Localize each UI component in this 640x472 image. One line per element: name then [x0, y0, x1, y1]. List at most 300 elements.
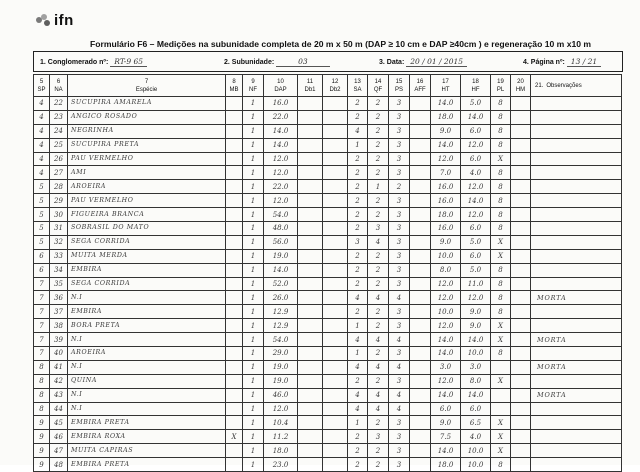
conglomerado-field — [40, 57, 147, 66]
cell-nf: 1 — [243, 388, 264, 402]
cell-hf: 9.0 — [461, 305, 491, 319]
cell-dap: 11.2 — [264, 430, 298, 444]
table-row — [34, 124, 622, 138]
cell-sp: 8 — [34, 402, 50, 416]
cell-na: 24 — [50, 124, 68, 138]
cell-especie: EMBIRA — [68, 263, 226, 277]
cell-na: 26 — [50, 152, 68, 166]
cell-qf: 2 — [368, 110, 389, 124]
cell-na: 40 — [50, 347, 68, 361]
cell-db1 — [298, 180, 323, 194]
cell-db1 — [298, 97, 323, 111]
cell-sa: 2 — [348, 110, 368, 124]
cell-mb: X — [226, 430, 243, 444]
cell-sp: 9 — [34, 416, 50, 430]
cell-aff — [410, 194, 431, 208]
cell-ps: 3 — [389, 124, 410, 138]
cell-sa: 2 — [348, 194, 368, 208]
cell-ht: 14.0 — [431, 333, 461, 347]
cell-mb — [226, 110, 243, 124]
cell-ps: 3 — [389, 138, 410, 152]
cell-hf: 12.0 — [461, 138, 491, 152]
column-label: AFF — [414, 86, 426, 93]
cell-mb — [226, 444, 243, 458]
cell-obs — [531, 374, 622, 388]
cell-ps: 3 — [389, 249, 410, 263]
column-number: 13 — [354, 78, 361, 85]
cell-nf: 1 — [243, 166, 264, 180]
column-label: PL — [496, 86, 505, 93]
cell-ht: 16.0 — [431, 194, 461, 208]
cell-aff — [410, 235, 431, 249]
cell-mb — [226, 277, 243, 291]
cell-sp: 9 — [34, 430, 50, 444]
column-header-pl — [491, 75, 511, 97]
cell-mb — [226, 402, 243, 416]
cell-aff — [410, 416, 431, 430]
column-header-especie — [68, 75, 226, 97]
cell-qf: 4 — [368, 333, 389, 347]
cell-sp: 8 — [34, 388, 50, 402]
cell-obs — [531, 263, 622, 277]
cell-sp: 7 — [34, 319, 50, 333]
column-header-ps — [389, 75, 410, 97]
cell-aff — [410, 402, 431, 416]
cell-nf: 1 — [243, 249, 264, 263]
cell-sp: 7 — [34, 347, 50, 361]
cell-sp: 4 — [34, 166, 50, 180]
cell-aff — [410, 374, 431, 388]
measurements-table — [33, 74, 622, 472]
cell-ps: 3 — [389, 458, 410, 472]
pagina-field — [523, 57, 601, 66]
cell-pl: X — [491, 235, 511, 249]
cell-hm — [511, 110, 531, 124]
cell-na: 39 — [50, 333, 68, 347]
cell-aff — [410, 97, 431, 111]
cell-mb — [226, 166, 243, 180]
cell-nf: 1 — [243, 194, 264, 208]
cell-obs — [531, 235, 622, 249]
cell-obs — [531, 222, 622, 236]
column-header-aff — [410, 75, 431, 97]
cell-hf: 10.0 — [461, 347, 491, 361]
cell-sa: 2 — [348, 166, 368, 180]
cell-sa: 2 — [348, 444, 368, 458]
column-label: Db2 — [329, 86, 341, 93]
cell-aff — [410, 291, 431, 305]
cell-db2 — [323, 347, 348, 361]
cell-dap: 12.0 — [264, 402, 298, 416]
cell-especie: AROEIRA — [68, 347, 226, 361]
column-label: HF — [471, 86, 480, 93]
cell-db1 — [298, 194, 323, 208]
cell-db1 — [298, 124, 323, 138]
column-header-sa — [348, 75, 368, 97]
cell-hf: 11.0 — [461, 277, 491, 291]
cell-sa: 1 — [348, 138, 368, 152]
cell-sp: 4 — [34, 110, 50, 124]
column-label: SA — [353, 86, 362, 93]
cell-aff — [410, 333, 431, 347]
cell-especie: PAU VERMELHO — [68, 194, 226, 208]
cell-db1 — [298, 305, 323, 319]
cell-hm — [511, 180, 531, 194]
cell-ps: 4 — [389, 388, 410, 402]
cell-db1 — [298, 152, 323, 166]
cell-ht: 7.5 — [431, 430, 461, 444]
cell-hm — [511, 222, 531, 236]
cell-mb — [226, 360, 243, 374]
cell-aff — [410, 138, 431, 152]
cell-qf: 2 — [368, 249, 389, 263]
cell-dap: 12.0 — [264, 152, 298, 166]
cell-mb — [226, 319, 243, 333]
cell-dap: 12.9 — [264, 319, 298, 333]
cell-nf: 1 — [243, 110, 264, 124]
cell-obs — [531, 347, 622, 361]
cell-nf: 1 — [243, 402, 264, 416]
cell-ps: 3 — [389, 194, 410, 208]
column-number: 20 — [517, 78, 524, 85]
data-field — [379, 57, 467, 66]
cell-db2 — [323, 319, 348, 333]
table-row — [34, 402, 622, 416]
cell-pl: 8 — [491, 458, 511, 472]
cell-aff — [410, 208, 431, 222]
cell-hf: 9.0 — [461, 319, 491, 333]
cell-sp: 5 — [34, 222, 50, 236]
cell-qf: 2 — [368, 97, 389, 111]
cell-mb — [226, 235, 243, 249]
cell-db1 — [298, 444, 323, 458]
subunidade-label: 2. Subunidade: — [224, 59, 275, 66]
table-header-row — [34, 75, 622, 97]
cell-hm — [511, 249, 531, 263]
cell-pl: 8 — [491, 124, 511, 138]
cell-mb — [226, 97, 243, 111]
table-row — [34, 263, 622, 277]
cell-obs — [531, 402, 622, 416]
cell-qf: 2 — [368, 347, 389, 361]
cell-db2 — [323, 194, 348, 208]
cell-obs — [531, 277, 622, 291]
cell-db1 — [298, 138, 323, 152]
cell-dap: 29.0 — [264, 347, 298, 361]
column-header-hm — [511, 75, 531, 97]
cell-especie: QUINA — [68, 374, 226, 388]
column-number: 12 — [331, 78, 339, 85]
cell-db2 — [323, 305, 348, 319]
cell-hf: 8.0 — [461, 374, 491, 388]
cell-sa: 2 — [348, 458, 368, 472]
cell-qf: 2 — [368, 166, 389, 180]
column-label: NA — [54, 86, 63, 93]
cell-sa: 2 — [348, 97, 368, 111]
cell-na: 47 — [50, 444, 68, 458]
cell-especie: SEGA CORRIDA — [68, 277, 226, 291]
table-row — [34, 416, 622, 430]
cell-obs: MORTA — [531, 333, 622, 347]
cell-nf: 1 — [243, 360, 264, 374]
cell-pl — [491, 388, 511, 402]
cell-sa: 2 — [348, 374, 368, 388]
cell-sp: 7 — [34, 277, 50, 291]
column-number: 19 — [497, 78, 504, 85]
cell-sa: 4 — [348, 360, 368, 374]
column-header-db2 — [323, 75, 348, 97]
cell-ht: 16.0 — [431, 180, 461, 194]
column-label: Espécie — [135, 86, 158, 93]
cell-sp: 6 — [34, 249, 50, 263]
table-row — [34, 319, 622, 333]
column-header-na — [50, 75, 68, 97]
cell-na: 44 — [50, 402, 68, 416]
cell-ht: 18.0 — [431, 208, 461, 222]
cell-aff — [410, 166, 431, 180]
cell-hf: 10.0 — [461, 458, 491, 472]
cell-sa: 2 — [348, 222, 368, 236]
cell-ht: 18.0 — [431, 110, 461, 124]
cell-dap: 56.0 — [264, 235, 298, 249]
cell-qf: 4 — [368, 291, 389, 305]
cell-sp: 5 — [34, 194, 50, 208]
table-row — [34, 305, 622, 319]
cell-aff — [410, 124, 431, 138]
cell-hf: 12.0 — [461, 180, 491, 194]
ifn-logo — [36, 12, 74, 29]
cell-db2 — [323, 388, 348, 402]
table-row — [34, 347, 622, 361]
cell-qf: 2 — [368, 416, 389, 430]
cell-ht: 9.0 — [431, 124, 461, 138]
cell-hf: 14.0 — [461, 333, 491, 347]
cell-especie: NEGRINHA — [68, 124, 226, 138]
cell-db2 — [323, 152, 348, 166]
column-header-sp — [34, 75, 50, 97]
cell-mb — [226, 249, 243, 263]
cell-db2 — [323, 180, 348, 194]
cell-hf: 3.0 — [461, 360, 491, 374]
cell-hm — [511, 194, 531, 208]
cell-pl: 8 — [491, 347, 511, 361]
cell-pl: X — [491, 416, 511, 430]
column-label: MB — [229, 86, 239, 93]
cell-na: 43 — [50, 388, 68, 402]
cell-aff — [410, 444, 431, 458]
column-number: 15 — [395, 78, 403, 85]
cell-na: 30 — [50, 208, 68, 222]
table-row — [34, 152, 622, 166]
cell-hf: 4.0 — [461, 166, 491, 180]
table-row — [34, 444, 622, 458]
cell-hf: 6.0 — [461, 402, 491, 416]
column-number: 7 — [144, 78, 149, 85]
cell-pl: X — [491, 249, 511, 263]
cell-na: 27 — [50, 166, 68, 180]
cell-dap: 14.0 — [264, 263, 298, 277]
column-header-mb — [226, 75, 243, 97]
cell-sp: 6 — [34, 263, 50, 277]
cell-db2 — [323, 374, 348, 388]
cell-pl: X — [491, 374, 511, 388]
cell-obs — [531, 319, 622, 333]
table-row — [34, 277, 622, 291]
cell-qf: 2 — [368, 305, 389, 319]
cell-ht: 10.0 — [431, 249, 461, 263]
cell-db2 — [323, 444, 348, 458]
cell-hm — [511, 360, 531, 374]
cell-obs — [531, 249, 622, 263]
cell-hm — [511, 208, 531, 222]
cell-qf: 2 — [368, 263, 389, 277]
cell-db2 — [323, 235, 348, 249]
cell-na: 41 — [50, 360, 68, 374]
cell-pl: 8 — [491, 305, 511, 319]
cell-ps: 2 — [389, 180, 410, 194]
cell-obs: MORTA — [531, 291, 622, 305]
cell-hm — [511, 124, 531, 138]
cell-mb — [226, 152, 243, 166]
cell-ps: 3 — [389, 263, 410, 277]
cell-dap: 14.0 — [264, 138, 298, 152]
cell-pl: X — [491, 430, 511, 444]
table-row — [34, 333, 622, 347]
cell-mb — [226, 263, 243, 277]
cell-na: 37 — [50, 305, 68, 319]
cell-aff — [410, 388, 431, 402]
cell-dap: 48.0 — [264, 222, 298, 236]
table-row — [34, 208, 622, 222]
cell-hm — [511, 347, 531, 361]
cell-nf: 1 — [243, 138, 264, 152]
column-label: NF — [249, 86, 257, 93]
column-header-hf — [461, 75, 491, 97]
conglomerado-value: RT-9 65 — [110, 57, 147, 67]
cell-sa: 3 — [348, 235, 368, 249]
cell-db1 — [298, 319, 323, 333]
logo-dots-icon — [36, 14, 52, 26]
cell-db1 — [298, 430, 323, 444]
cell-sa: 2 — [348, 152, 368, 166]
cell-na: 42 — [50, 374, 68, 388]
cell-sp: 4 — [34, 97, 50, 111]
cell-qf: 2 — [368, 194, 389, 208]
cell-obs — [531, 152, 622, 166]
cell-obs — [531, 416, 622, 430]
cell-ht: 14.0 — [431, 97, 461, 111]
cell-pl: 8 — [491, 263, 511, 277]
column-label: QF — [373, 86, 383, 93]
cell-dap: 12.0 — [264, 194, 298, 208]
cell-qf: 2 — [368, 277, 389, 291]
cell-hf: 6.0 — [461, 222, 491, 236]
cell-obs — [531, 110, 622, 124]
cell-pl: 8 — [491, 222, 511, 236]
cell-sa: 2 — [348, 208, 368, 222]
cell-db2 — [323, 97, 348, 111]
cell-ht: 16.0 — [431, 222, 461, 236]
cell-obs — [531, 97, 622, 111]
cell-hf: 14.0 — [461, 110, 491, 124]
cell-hf: 5.0 — [461, 235, 491, 249]
cell-aff — [410, 277, 431, 291]
cell-db1 — [298, 333, 323, 347]
cell-qf: 3 — [368, 430, 389, 444]
cell-especie: FIGUEIRA BRANCA — [68, 208, 226, 222]
cell-dap: 54.0 — [264, 208, 298, 222]
cell-db2 — [323, 222, 348, 236]
form-header — [33, 51, 623, 72]
table-row — [34, 180, 622, 194]
column-header-db1 — [298, 75, 323, 97]
column-number: 11 — [306, 78, 314, 85]
cell-db2 — [323, 360, 348, 374]
cell-dap: 46.0 — [264, 388, 298, 402]
cell-obs — [531, 430, 622, 444]
cell-sp: 4 — [34, 124, 50, 138]
cell-sa: 2 — [348, 249, 368, 263]
cell-pl: X — [491, 444, 511, 458]
cell-pl: X — [491, 152, 511, 166]
cell-pl: 8 — [491, 277, 511, 291]
cell-nf: 1 — [243, 291, 264, 305]
cell-db1 — [298, 249, 323, 263]
column-number: 18 — [472, 78, 479, 85]
cell-nf: 1 — [243, 305, 264, 319]
cell-dap: 23.0 — [264, 458, 298, 472]
cell-ht: 12.0 — [431, 319, 461, 333]
cell-dap: 22.0 — [264, 180, 298, 194]
cell-na: 29 — [50, 194, 68, 208]
cell-sp: 5 — [34, 235, 50, 249]
column-header-dap — [264, 75, 298, 97]
conglomerado-label: 1. Conglomerado nº: — [40, 59, 109, 66]
cell-db1 — [298, 291, 323, 305]
cell-hm — [511, 263, 531, 277]
cell-db2 — [323, 249, 348, 263]
cell-ht: 7.0 — [431, 166, 461, 180]
cell-ps: 3 — [389, 430, 410, 444]
cell-hm — [511, 388, 531, 402]
cell-especie: EMBIRA ROXA — [68, 430, 226, 444]
cell-na: 45 — [50, 416, 68, 430]
pagina-label: 4. Página nº: — [523, 59, 565, 66]
cell-nf: 1 — [243, 208, 264, 222]
cell-qf: 2 — [368, 458, 389, 472]
cell-qf: 2 — [368, 374, 389, 388]
cell-nf: 1 — [243, 124, 264, 138]
cell-ps: 3 — [389, 166, 410, 180]
cell-ps: 4 — [389, 360, 410, 374]
cell-sp: 7 — [34, 333, 50, 347]
cell-pl: 8 — [491, 194, 511, 208]
cell-pl: X — [491, 333, 511, 347]
cell-nf: 1 — [243, 222, 264, 236]
subunidade-value: 03 — [276, 57, 330, 67]
cell-especie: N.I — [68, 402, 226, 416]
cell-sa: 2 — [348, 277, 368, 291]
cell-sa: 2 — [348, 263, 368, 277]
cell-pl: 8 — [491, 208, 511, 222]
cell-hf: 4.0 — [461, 430, 491, 444]
cell-aff — [410, 347, 431, 361]
cell-qf: 2 — [368, 138, 389, 152]
cell-aff — [410, 305, 431, 319]
column-number: 10 — [277, 78, 284, 85]
cell-ht: 14.0 — [431, 388, 461, 402]
cell-especie: EMBIRA PRETA — [68, 416, 226, 430]
